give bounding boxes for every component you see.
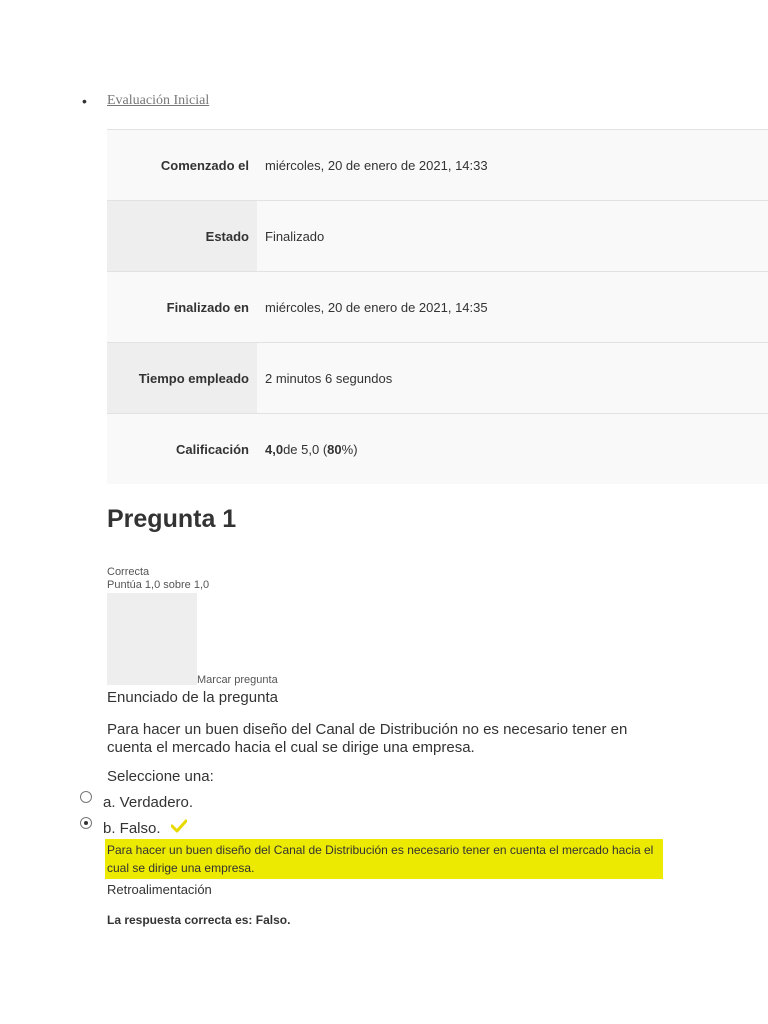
- correct-check-icon: [171, 819, 187, 833]
- grade-score: 4,0: [265, 441, 284, 457]
- select-one-prompt: Seleccione una:: [107, 768, 214, 785]
- question-title: Pregunta 1: [107, 505, 237, 533]
- summary-row-grade: [107, 414, 768, 484]
- summary-value: 2 minutos 6 segundos: [257, 343, 768, 413]
- summary-row-started: [107, 130, 768, 201]
- flag-image-placeholder[interactable]: [107, 593, 197, 685]
- summary-row-finished: [107, 272, 768, 343]
- answer-feedback: Para hacer un buen diseño del Canal de Distribución es necesario tener en cuenta el mercado hacia el cual se dirige una empresa.: [105, 839, 663, 879]
- question-heading: Enunciado de la pregunta: [107, 689, 278, 706]
- summary-row-time: [107, 343, 768, 414]
- attempt-summary-table: [107, 129, 768, 484]
- summary-label: Comenzado el: [160, 157, 249, 173]
- summary-value: miércoles, 20 de enero de 2021, 14:33: [265, 157, 488, 173]
- question-text: Para hacer un buen diseño del Canal de Distribución no es necesario tener en cuenta el mercado hacia el cual se dirige una empresa.: [107, 721, 628, 756]
- feedback-heading: Retroalimentación: [107, 882, 212, 897]
- list-bullet: •: [82, 93, 87, 109]
- question-score: Puntúa 1,0 sobre 1,0: [107, 579, 210, 591]
- summary-row-state: [107, 201, 768, 272]
- grade-close: %): [341, 441, 358, 457]
- grade-value: [257, 414, 768, 484]
- summary-label: Tiempo empleado: [107, 343, 257, 413]
- summary-label: Finalizado en: [166, 299, 249, 315]
- summary-value: miércoles, 20 de enero de 2021, 14:35: [265, 299, 488, 315]
- summary-value: Finalizado: [257, 201, 768, 271]
- quiz-link[interactable]: Evaluación Inicial: [107, 93, 210, 108]
- option-b-label[interactable]: b. Falso.: [103, 820, 161, 837]
- option-a-label[interactable]: a. Verdadero.: [103, 794, 194, 811]
- option-a-radio[interactable]: [80, 791, 92, 803]
- flag-question-link[interactable]: Marcar pregunta: [197, 674, 278, 686]
- summary-label: Calificación: [176, 441, 249, 457]
- question-status: Correcta: [107, 566, 150, 578]
- summary-label: Estado: [107, 201, 257, 271]
- question-info: [107, 566, 209, 592]
- grade-total: de 5,0 (: [283, 441, 328, 457]
- option-b-radio[interactable]: [80, 817, 92, 829]
- correct-answer-text: La respuesta correcta es: Falso.: [107, 913, 291, 927]
- grade-percent: 80: [327, 441, 342, 457]
